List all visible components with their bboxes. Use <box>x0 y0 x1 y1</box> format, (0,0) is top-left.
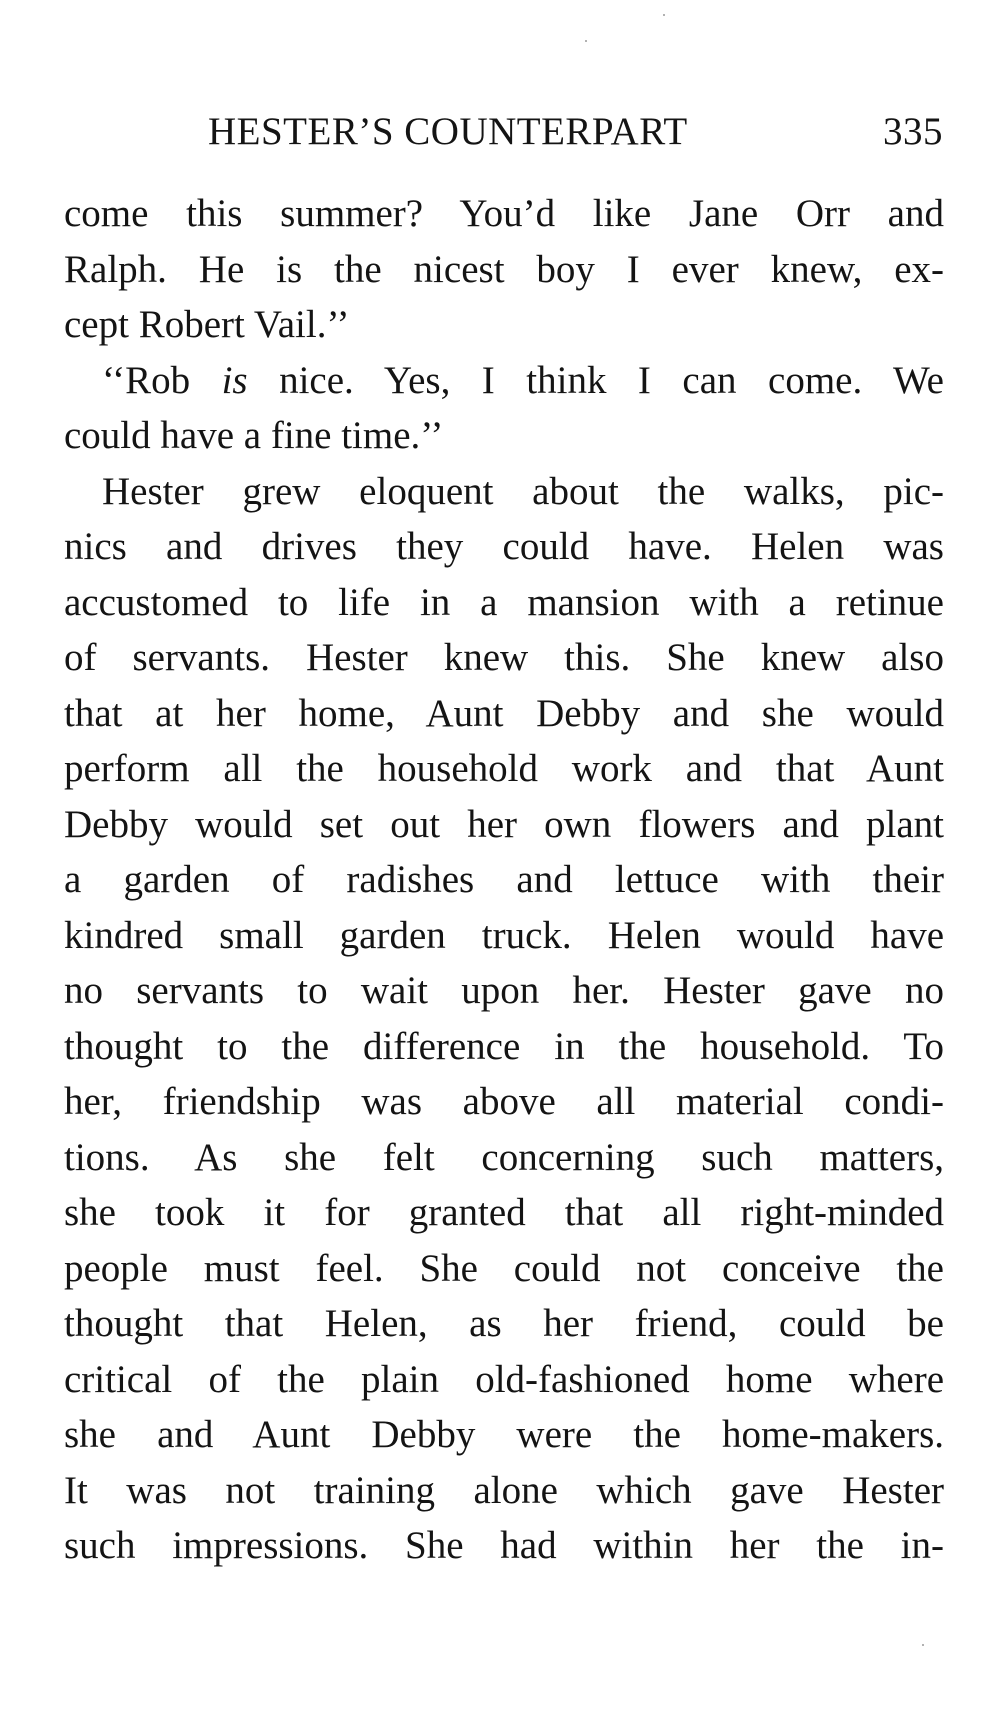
text-line: accustomed to life in a mansion with a retinue <box>64 580 944 624</box>
running-head <box>208 109 943 159</box>
text-line: people must feel. She could not conceive the <box>64 1246 944 1290</box>
text-line: of servants. Hester knew this. She knew also <box>64 636 944 679</box>
emphasis-text: is <box>221 358 248 402</box>
text-line: thought to the difference in the household. To <box>64 1024 944 1068</box>
text-line: she took it for granted that all right-minded <box>64 1191 944 1234</box>
text-line: Debby would set out her own flowers and plant <box>64 802 944 846</box>
text-line: could have a fine time.’’ <box>64 414 444 457</box>
paper-speck <box>663 14 665 16</box>
text-line: tions. As she felt concerning such matters, <box>64 1135 944 1179</box>
text-line: no servants to wait upon her. Hester gave no <box>64 969 944 1012</box>
paper-speck <box>585 40 587 42</box>
text-line: kindred small garden truck. Helen would have <box>64 913 944 957</box>
text-run: nice. Yes, I think I can come. We <box>247 358 944 402</box>
text-line: cept Robert Vail.’’ <box>64 303 350 346</box>
text-line: she and Aunt Debby were the home-makers. <box>64 1413 944 1456</box>
text-run: ‘‘Rob <box>102 358 222 402</box>
text-line: a garden of radishes and lettuce with their <box>64 858 944 901</box>
text-line: critical of the plain old-fashioned home where <box>64 1357 944 1401</box>
body-text <box>64 186 944 1574</box>
text-line <box>64 353 944 409</box>
text-line: nics and drives they could have. Helen was <box>64 525 944 568</box>
text-line: that at her home, Aunt Debby and she would <box>64 691 944 735</box>
text-line: come this summer? You’d like Jane Orr and <box>64 192 944 235</box>
text-line: It was not training alone which gave Hester <box>64 1468 944 1512</box>
running-title: HESTER’S COUNTERPART <box>208 110 688 153</box>
paper-speck <box>922 1644 924 1646</box>
text-line: thought that Helen, as her friend, could be <box>64 1302 944 1345</box>
text-line: Ralph. He is the nicest boy I ever knew, ex- <box>64 247 944 291</box>
page-number: 335 <box>883 110 943 153</box>
text-line: Hester grew eloquent about the walks, pic- <box>102 469 944 513</box>
text-line: such impressions. She had within her the in- <box>64 1524 944 1567</box>
text-line: her, friendship was above all material condi- <box>64 1080 944 1123</box>
text-line: perform all the household work and that Aunt <box>64 747 944 790</box>
